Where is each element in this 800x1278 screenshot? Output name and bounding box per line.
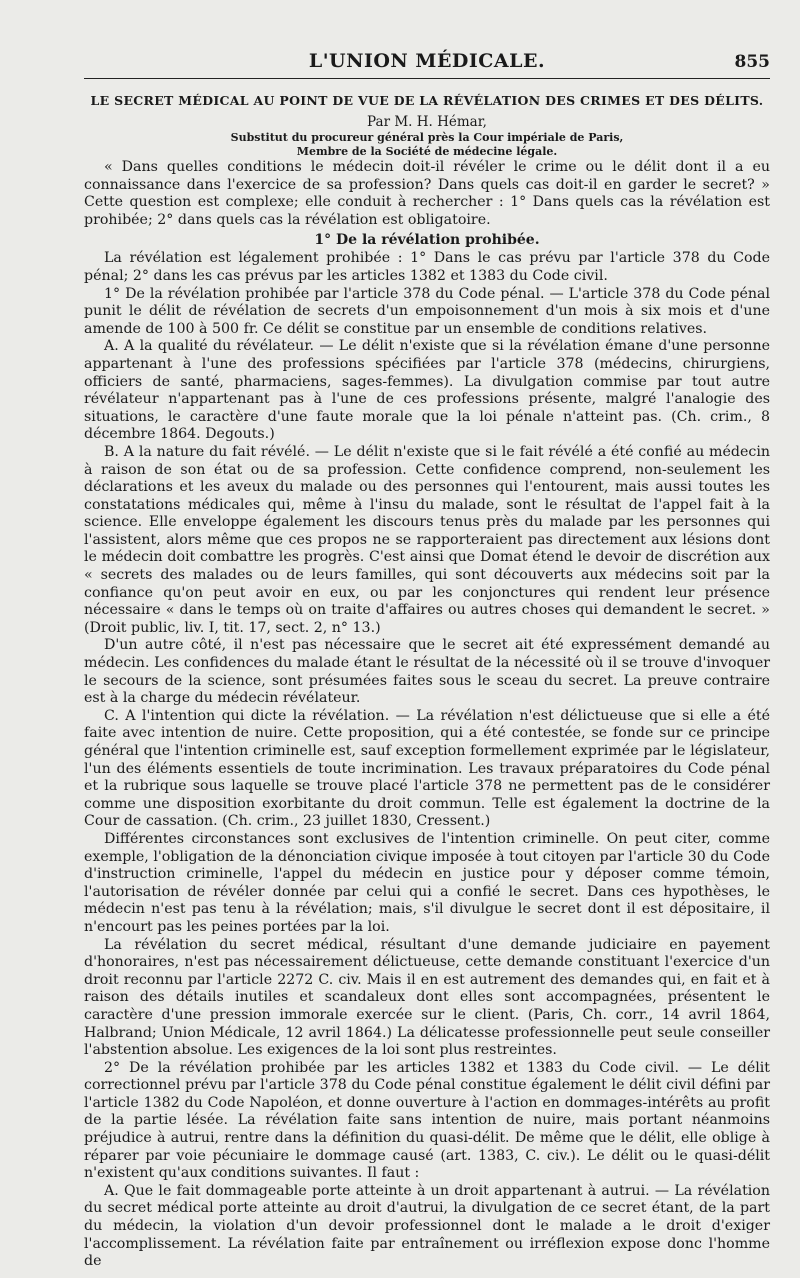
section-heading: 1° De la révélation prohibée. [314, 232, 540, 249]
body-paragraph: A. Que le fait dommageable porte atteinte à un droit appartenant à autrui. — La révélation du secret médical porte atteinte au droit d'autrui, la divulgation de ce secret étant, de la part du médecin, la violation d'un devoir professionnel dont le malade a le droit d'exiger l'accomplissement. La révélation faite par entraînement ou irréflexion expose donc l'homme de [84, 1182, 770, 1270]
author-credit-2: Membre de la Société de médecine légale. [296, 145, 558, 158]
body-paragraph: D'un autre côté, il n'est pas nécessaire que le secret ait été expressément demandé au médecin. Les confidences du malade étant le résultat de la nécessité où il se trouve d'invoquer le secours de la science, sont présumées faites sous le sceau du secret. La preuve contraire est à la charge du médecin révélateur. [84, 637, 770, 707]
body-paragraph: La révélation du secret médical, résultant d'une demande judiciaire en payement d'honoraires, n'est pas nécessairement délictueuse, cette demande constituant l'exercice d'un droit reconnu par l'article 2272 C. civ. Mais il en est autrement des demandes qui, en fait et à raison des détails inutiles et scandaleux dont elles sont accompagnées, présentent le caractère d'une pression immorale exercée sur le client. (Paris, Ch. corr., 14 avril 1864, Halbrand; Union Médicale, 12 avril 1864.) La délicatesse professionnelle peut seule conseiller l'abstention absolue. Les exigences de la loi sont plus restreintes. [84, 936, 770, 1059]
body-paragraph: 2° De la révélation prohibée par les articles 1382 et 1383 du Code civil. — Le délit correctionnel prévu par l'article 378 du Code pénal constitue également le délit civil défini par l'article 1382 du Code Napoléon, et donne ouverture à l'action en dommages-intérêts au profit de la partie lésée. La révélation faite sans intention de nuire, mais portant néanmoins préjudice à autrui, rentre dans la définition du quasi-délit. De même que le délit, elle oblige à réparer par voie pécuniaire le dommage causé (art. 1383, C. civ.). Le délit ou le quasi-délit n'existent qu'aux conditions suivantes. Il faut : [84, 1059, 770, 1182]
body-paragraph: C. A l'intention qui dicte la révélation. — La révélation n'est délictueuse que si elle a été faite avec intention de nuire. Cette proposition, qui a été contestée, se fonde sur ce principe général que l'intention criminelle est, sauf exception formellement exprimée par le législateur, l'un des éléments essentiels de toute incrimination. Les travaux préparatoires du Code pénal et la rubrique sous laquelle se trouve placé l'article 378 ne permettent pas de le considérer comme une disposition exorbitante du droit commun. Telle est également la doctrine de la Cour de cassation. (Ch. crim., 23 juillet 1830, Cressent.) [84, 707, 770, 830]
intro-paragraph: « Dans quelles conditions le médecin doit-il révéler le crime ou le délit dont il a eu connaissance dans l'exercice de sa profession? Dans quels cas doit-il en garder le secret? » Cette question est complexe; elle conduit à rechercher : 1° Dans quels cas la révélation est prohibée; 2° dans quels cas la révélation est obligatoire. [84, 159, 770, 228]
body-paragraph: La révélation est légalement prohibée : 1° Dans le cas prévu par l'article 378 du Code pénal; 2° dans les cas prévus par les articles 1382 et 1383 du Code civil. [84, 250, 770, 284]
body-paragraph: B. A la nature du fait révélé. — Le délit n'existe que si le fait révélé a été confié au médecin à raison de son état ou de sa profession. Cette confidence comprend, non-seulement les déclarations et les aveux du malade ou des personnes qui l'entourent, mais aussi toutes les constatations médicales qui, même à l'insu du malade, sont le résultat de l'appel fait à la science. Elle enveloppe également les discours tenus près du malade par les personnes qui l'assistent, alors même que ces propos ne se rapporteraient pas directement aux lésions dont le médecin doit combattre les progrès. C'est ainsi que Domat étend le devoir de discrétion aux « secrets des malades ou de leurs familles, qui sont découverts aux médecins soit par la confiance qu'on peut avoir en eux, ou par les conjonctures qui rendent leur présence nécessaire « dans le temps où on traite d'affaires ou autres choses qui demandent le secret. » (Droit public, liv. I, tit. 17, sect. 2, n° 13.) [84, 443, 770, 636]
running-header [84, 44, 770, 79]
body-paragraph: A. A la qualité du révélateur. — Le délit n'existe que si la révélation émane d'une personne appartenant à l'une des professions spécifiées par l'article 378 (médecins, chirurgiens, officiers de santé, pharmaciens, sages-femmes). La divulgation commise par tout autre révélateur n'appartenant pas à l'une de ces professions présente, malgré l'analogie des situations, le caractère d'une faute morale que la loi pénale n'atteint pas. (Ch. crim., 8 décembre 1864. Degouts.) [84, 338, 770, 443]
running-title: L'UNION MÉDICALE. [308, 50, 546, 72]
body-paragraph: Différentes circonstances sont exclusives de l'intention criminelle. On peut citer, comme exemple, l'obligation de la dénonciation civique imposée à tout citoyen par l'article 30 du Code d'instruction criminelle, l'appel du médecin en justice pour y déposer comme témoin, l'autorisation de révéler donnée par celui qui a confié le secret. Dans ces hypothèses, le médecin n'est pas tenu à la révélation; mais, s'il divulgue le secret dont il est dépositaire, il n'encourt pas les peines portées par la loi. [84, 830, 770, 935]
article-title: LE SECRET MÉDICAL AU POINT DE VUE DE LA RÉVÉLATION DES CRIMES ET DES DÉLITS. [90, 93, 764, 108]
article-author: Par M. H. Hémar, [367, 114, 487, 130]
author-credit-1: Substitut du procureur général près la Cour impériale de Paris, [230, 131, 624, 144]
page-number: 855 [734, 52, 770, 72]
body-paragraph: 1° De la révélation prohibée par l'article 378 du Code pénal. — L'article 378 du Code pénal punit le délit de révélation de secrets d'un empoisonnement d'un mois à six mois et d'une amende de 100 à 500 fr. Ce délit se constitue par un ensemble de conditions relatives. [84, 285, 770, 337]
